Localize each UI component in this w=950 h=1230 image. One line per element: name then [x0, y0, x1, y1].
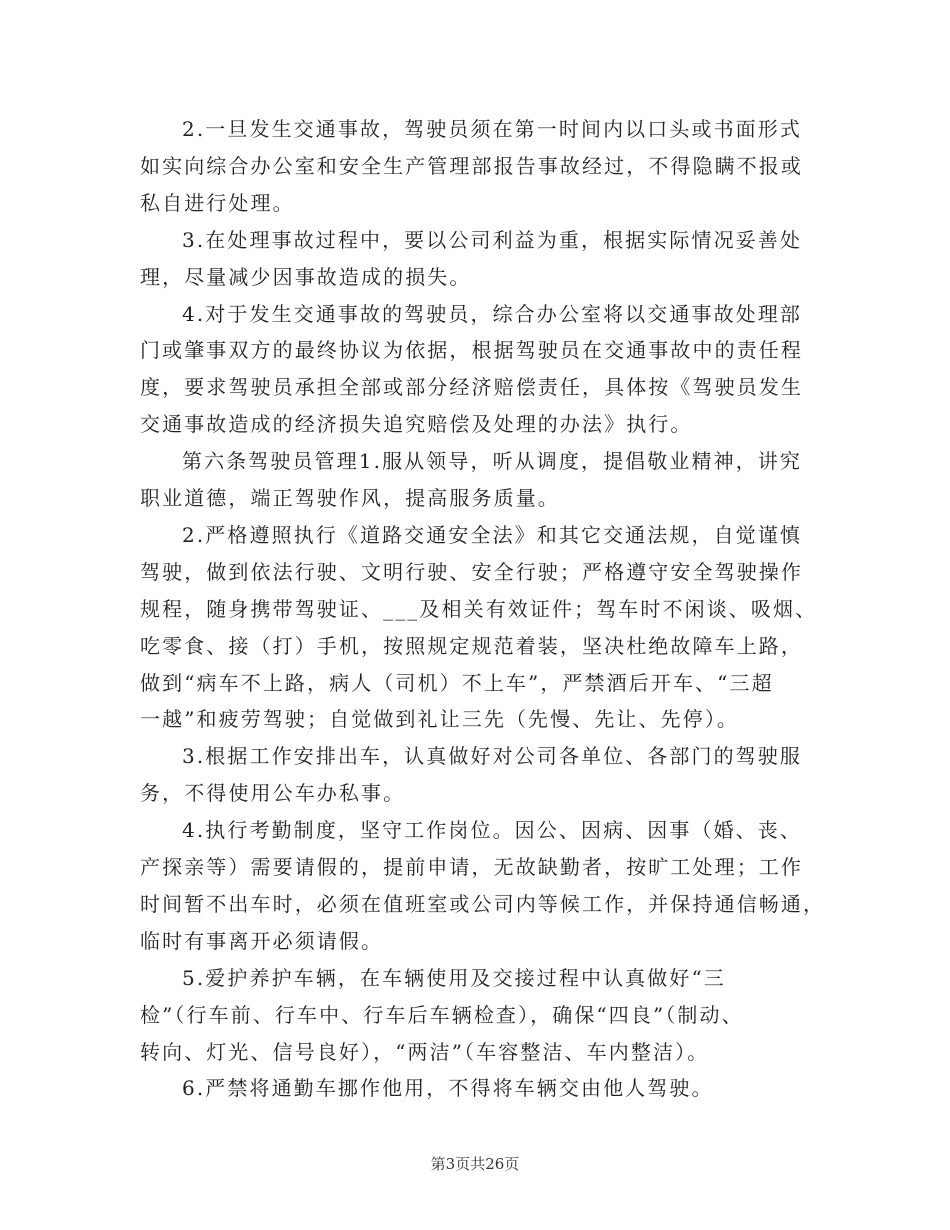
text-line: 交通事故造成的经济损失追究赔偿及处理的办法》执行。 [140, 412, 693, 437]
text-line: 度，要求驾驶员承担全部或部分经济赔偿责任，具体按《驾驶员发生 [140, 375, 803, 400]
text-line: 6.严禁将通勤车挪作他用，不得将车辆交由他人驾驶。 [182, 1076, 714, 1101]
text-line: 临时有事离开必须请假。 [140, 928, 384, 953]
text-line: 做到“病车不上路，病人（司机）不上车”，严禁酒后开车、“三超 [140, 670, 774, 695]
text-line: 一越”和疲劳驾驶；自觉做到礼让三先（先慢、先让、先停）。 [140, 707, 740, 732]
text-line: 规程，随身携带驾驶证、___及相关有效证件；驾车时不闲谈、吸烟、 [140, 596, 818, 621]
text-line: 5.爱护养护车辆，在车辆使用及交接过程中认真做好“三 [182, 965, 726, 990]
text-line: 吃零食、接（打）手机，按照规定规范着装，坚决杜绝故障车上路， [140, 633, 803, 658]
text-line: 理，尽量减少因事故造成的损失。 [140, 264, 472, 289]
text-line: 第六条驾驶员管理1.服从领导，听从调度，提倡敬业精神，讲究 [182, 449, 802, 474]
text-line: 产探亲等）需要请假的，提前申请，无故缺勤者，按旷工处理；工作 [140, 855, 803, 879]
text-line: 2.严格遵照执行《道路交通安全法》和其它交通法规，自觉谨慎 [182, 522, 802, 547]
text-line: 3.在处理事故过程中，要以公司利益为重，根据实际情况妥善处 [182, 227, 802, 252]
text-line: 务，不得使用公车办私事。 [140, 781, 406, 806]
text-line: 2.一旦发生交通事故，驾驶员须在第一时间内以口头或书面形式 [182, 117, 802, 141]
text-line: 私自进行处理。 [140, 190, 295, 215]
text-line: 职业道德，端正驾驶作风，提高服务质量。 [140, 486, 560, 510]
text-line: 3.根据工作安排出车，认真做好对公司各单位、各部门的驾驶服 [182, 744, 802, 769]
text-line: 时间暂不出车时，必须在值班室或公司内等候工作，并保持通信畅通， [140, 891, 826, 916]
text-line: 4.执行考勤制度，坚守工作岗位。因公、因病、因事（婚、丧、 [182, 818, 802, 843]
text-line: 门或肇事双方的最终协议为依据，根据驾驶员在交通事故中的责任程 [140, 338, 803, 363]
text-line: 转向、灯光、信号良好），“两洁”（车容整洁、车内整洁）。 [140, 1039, 710, 1064]
page-footer: 第3页共26页 [430, 1155, 520, 1173]
text-line: 检”（行车前、行车中、行车后车辆检查），确保“四良”（制动、 [140, 1002, 744, 1027]
text-line: 如实向综合办公室和安全生产管理部报告事故经过，不得隐瞒不报或 [140, 153, 803, 178]
text-line: 4.对于发生交通事故的驾驶员，综合办公室将以交通事故处理部 [182, 301, 802, 326]
text-line: 驾驶，做到依法行驶、文明行驶、安全行驶；严格遵守安全驾驶操作 [140, 559, 803, 584]
